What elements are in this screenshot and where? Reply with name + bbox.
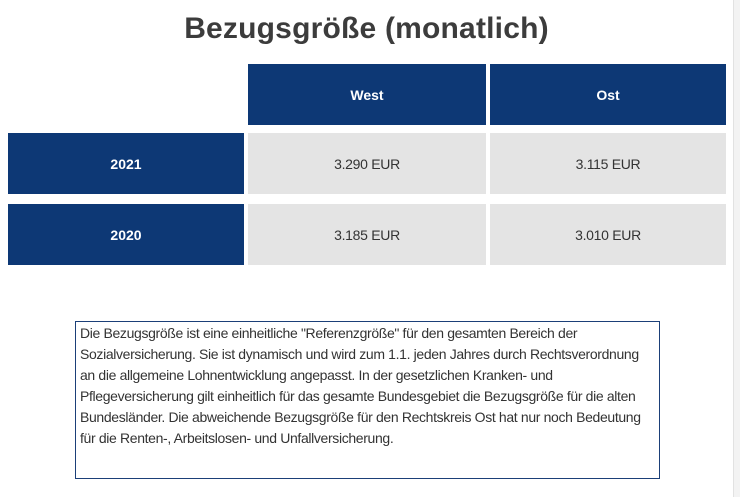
- row-header-year: 2020: [8, 204, 244, 265]
- column-header-west: West: [248, 64, 486, 125]
- table-cell-ost: 3.115 EUR: [490, 133, 726, 194]
- table-cell-west: 3.185 EUR: [248, 204, 486, 265]
- row-header-year: 2021: [8, 133, 244, 194]
- page-title: Bezugsgröße (monatlich): [184, 12, 549, 45]
- table-cell-ost: 3.010 EUR: [490, 204, 726, 265]
- table-cell-west: 3.290 EUR: [248, 133, 486, 194]
- column-header-ost: Ost: [490, 64, 726, 125]
- info-note: Die Bezugsgröße ist eine einheitliche "Referenzgröße" für den gesamten Bereich der Sozialversicherung. Sie ist dynamisch und wird zum 1.1. jeden Jahres durch Rechtsverordnung an die allgemeine Lohnentwicklung angepasst. In der gesetzlichen Kranken- und Pflegeversicherung gilt einheitlich für das gesamte Bundesgebiet die Bezugsgröße für die alten Bundesländer. Die abweichende Bezugsgröße für den Rechtskreis Ost hat nur noch Bedeutung für die Renten-, Arbeitslosen- und Unfallversicherung.: [75, 321, 660, 479]
- scrollbar[interactable]: [733, 0, 740, 497]
